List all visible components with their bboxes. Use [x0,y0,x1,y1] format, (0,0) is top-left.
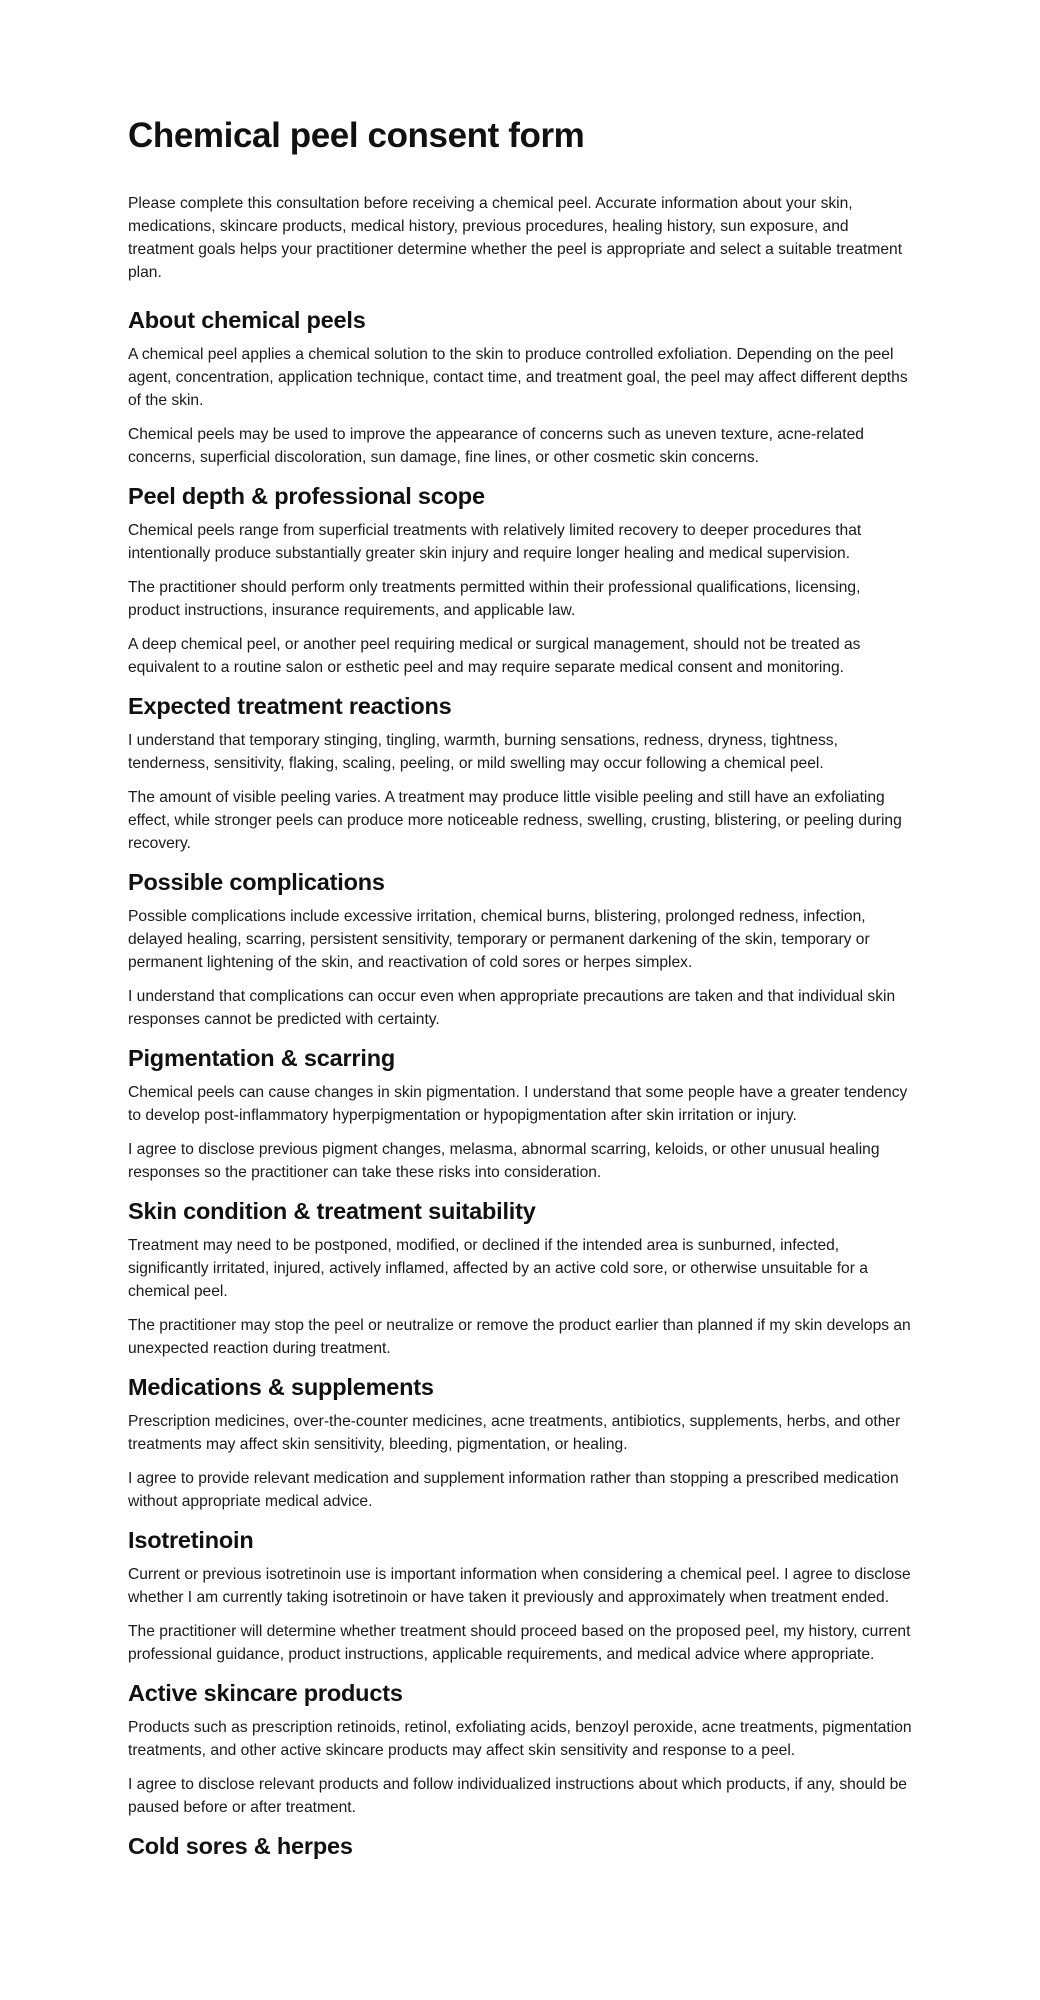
section-paragraph: I understand that complications can occur even when appropriate precautions are taken and that individual skin responses cannot be predicted with certainty. [128,988,896,1028]
section-heading: Peel depth & professional scope [128,483,485,509]
section-paragraph: A deep chemical peel, or another peel requiring medical or surgical management, should not be treated as equivalent to a routine salon or esthetic peel and may require separate medical consent and monitoring. [128,636,861,676]
section-paragraph: The practitioner should perform only treatments permitted within their professional qualifications, licensing, product instructions, insurance requirements, and applicable law. [128,579,861,619]
section-heading: Expected treatment reactions [128,693,452,719]
section-heading: Pigmentation & scarring [128,1045,396,1071]
consent-section [128,866,912,1031]
consent-section [128,480,912,679]
section-paragraph: Possible complications include excessive irritation, chemical burns, blistering, prolonged redness, infection, delayed healing, scarring, persistent sensitivity, temporary or permanent darkening of the skin, temporary or permanent lightening of the skin, and reactivation of cold sores or herpes simplex. [128,908,870,971]
section-heading: Active skincare products [128,1680,403,1706]
section-heading: Skin condition & treatment suitability [128,1198,536,1224]
section-paragraph: The practitioner will determine whether treatment should proceed based on the proposed peel, my history, current professional guidance, product instructions, applicable requirements, and medical advice where appropriate. [128,1623,911,1663]
section-paragraph: Chemical peels range from superficial treatments with relatively limited recovery to deeper procedures that intentionally produce substantially greater skin injury and require longer healing and medical supervision. [128,522,862,562]
section-paragraph: Prescription medicines, over-the-counter medicines, acne treatments, antibiotics, supplements, herbs, and other treatments may affect skin sensitivity, bleeding, pigmentation, or healing. [128,1413,901,1453]
section-heading: About chemical peels [128,307,366,333]
consent-form-content [128,112,912,1870]
section-paragraph: I agree to provide relevant medication and supplement information rather than stopping a prescribed medication without appropriate medical advice. [128,1470,899,1510]
consent-section [128,1524,912,1666]
section-heading: Isotretinoin [128,1527,254,1553]
section-paragraph: I agree to disclose relevant products and follow individualized instructions about which products, if any, should be paused before or after treatment. [128,1776,907,1816]
intro-paragraph: Please complete this consultation before receiving a chemical peel. Accurate information about your skin, medications, skincare products, medical history, previous procedures, healing history, sun exposure, and treatment goals helps your practitioner determine whether the peel is appropriate and select a suitable treatment plan. [128,195,903,281]
section-paragraph: Products such as prescription retinoids, retinol, exfoliating acids, benzoyl peroxide, acne treatments, pigmentation treatments, and other active skincare products may affect skin sensitivity and response to a peel. [128,1719,912,1759]
consent-section [128,1677,912,1819]
consent-section [128,690,912,855]
section-paragraph: I agree to disclose previous pigment changes, melasma, abnormal scarring, keloids, or other unusual healing responses so the practitioner can take these risks into consideration. [128,1141,880,1181]
section-heading: Cold sores & herpes [128,1833,353,1859]
consent-section [128,1195,912,1360]
section-paragraph: A chemical peel applies a chemical solution to the skin to produce controlled exfoliation. Depending on the peel agent, concentration, application technique, contact time, and treatment goal, the peel may affect different depths of the skin. [128,346,908,409]
section-heading: Medications & supplements [128,1374,434,1400]
page-title: Chemical peel consent form [128,116,585,155]
section-paragraph: Chemical peels may be used to improve the appearance of concerns such as uneven texture, acne-related concerns, superficial discoloration, sun damage, fine lines, or other cosmetic skin concerns. [128,426,864,466]
consent-section [128,1042,912,1184]
consent-section [128,1371,912,1513]
section-paragraph: Current or previous isotretinoin use is important information when considering a chemical peel. I agree to disclose whether I am currently taking isotretinoin or have taken it previously and approximately when treatment ended. [128,1566,911,1606]
section-paragraph: The amount of visible peeling varies. A treatment may produce little visible peeling and still have an exfoliating effect, while stronger peels can produce more noticeable redness, swelling, crusting, blistering, or peeling during recovery. [128,789,902,852]
consent-sections [128,304,912,1863]
section-paragraph: The practitioner may stop the peel or neutralize or remove the product earlier than planned if my skin develops an unexpected reaction during treatment. [128,1317,911,1357]
section-paragraph: Treatment may need to be postponed, modified, or declined if the intended area is sunburned, infected, significantly irritated, injured, actively inflamed, affected by an active cold sore, or otherwise unsuitable for a chemical peel. [128,1237,868,1300]
consent-section [128,1830,912,1863]
section-heading: Possible complications [128,869,385,895]
consent-section [128,304,912,469]
section-paragraph: I understand that temporary stinging, tingling, warmth, burning sensations, redness, dryness, tightness, tenderness, sensitivity, flaking, scaling, peeling, or mild swelling may occur following a chemical peel. [128,732,838,772]
section-paragraph: Chemical peels can cause changes in skin pigmentation. I understand that some people have a greater tendency to develop post-inflammatory hyperpigmentation or hypopigmentation after skin irritation or injury. [128,1084,908,1124]
